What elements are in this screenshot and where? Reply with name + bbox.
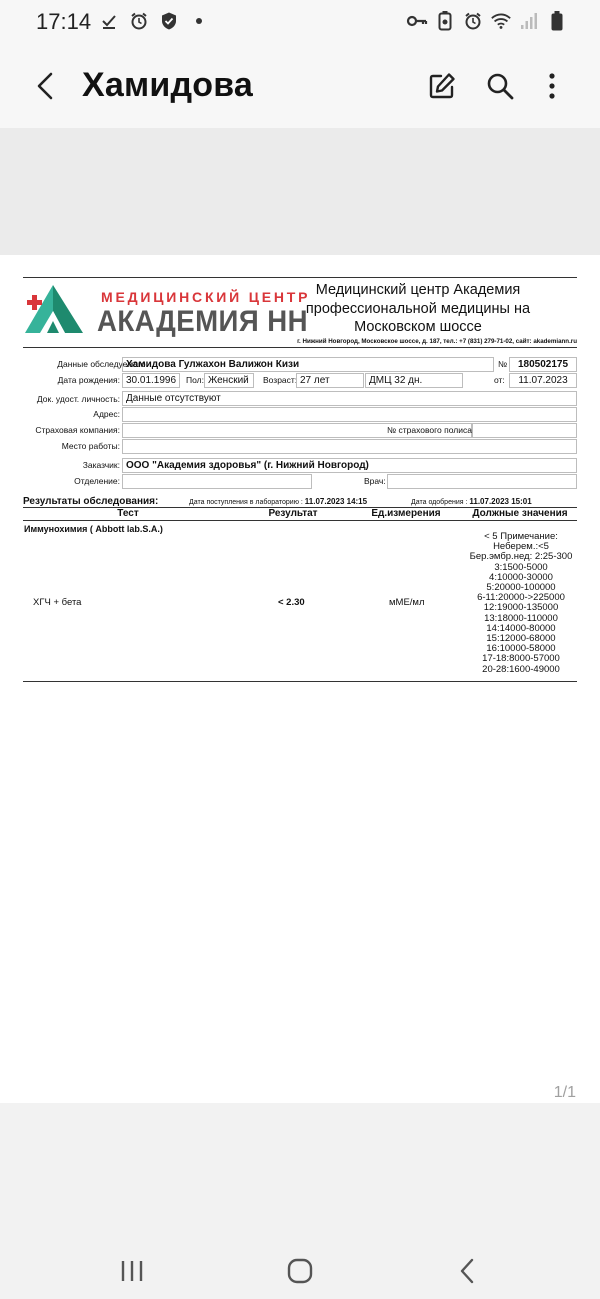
status-right-icons — [406, 10, 568, 32]
org-logo — [25, 281, 311, 338]
results-title: Результаты обследования: — [23, 496, 159, 507]
column-test: Тест — [117, 508, 139, 519]
recent-apps-icon — [119, 1259, 145, 1283]
divider — [23, 277, 577, 278]
approved-value: 11.07.2023 15:01 — [469, 497, 532, 506]
more-options-button[interactable] — [532, 66, 572, 106]
label-from: от: — [494, 375, 505, 385]
patient-cycle: ДМЦ 32 дн. — [365, 373, 463, 388]
label-dob: Дата рождения: — [57, 375, 120, 385]
patient-dob: 30.01.1996 — [122, 373, 180, 388]
reference-line: < 5 Примечание: — [484, 531, 558, 542]
check-icon — [98, 10, 120, 32]
reference-line: 3:1500-5000 — [494, 561, 548, 573]
label-sex: Пол: — [186, 375, 204, 385]
id-doc-value: Данные отсутствуют — [122, 391, 577, 406]
page-counter: 1/1 — [553, 1084, 576, 1101]
page-title: Хамидова — [82, 66, 253, 104]
logo-mark-icon — [25, 281, 95, 337]
department-value — [122, 474, 312, 489]
test-name: ХГЧ + бета — [33, 597, 82, 608]
reference-values — [461, 532, 581, 675]
patient-number: 180502175 — [509, 357, 577, 372]
label-address: Адрес: — [93, 409, 120, 419]
from-date: 11.07.2023 — [509, 373, 577, 388]
search-button[interactable] — [480, 66, 520, 106]
status-time: 17:14 — [36, 9, 92, 34]
divider — [23, 681, 577, 682]
received-label: Дата поступления в лабораторию : — [189, 499, 303, 506]
approved-date — [411, 497, 532, 506]
approved-label: Дата одобрения : — [411, 499, 468, 506]
reference-line: Бер.эмбр.нед: 2:25-300 — [469, 551, 573, 563]
address-value — [122, 407, 577, 422]
reference-line: 16:10000-58000 — [486, 643, 556, 655]
org-address: г. Нижний Новгород, Московское шоссе, д. 187, тел.: +7 (831) 279-71-02, сайт: akademiann.ru — [297, 338, 577, 345]
document-page[interactable] — [0, 255, 600, 1103]
more-icon — [547, 71, 557, 101]
policy-value — [472, 423, 577, 438]
search-icon — [485, 71, 515, 101]
column-unit: Ед.измерения — [371, 508, 441, 519]
battery-icon — [546, 10, 568, 32]
patient-name: Хамидова Гулжахон Валижон Кизи — [122, 357, 494, 372]
alarm-icon — [128, 10, 150, 32]
test-unit: мМЕ/мл — [389, 597, 425, 608]
divider — [23, 520, 577, 521]
label-customer: Заказчик: — [82, 460, 120, 470]
label-work: Место работы: — [61, 441, 120, 451]
dot-icon — [188, 10, 210, 32]
work-value — [122, 439, 577, 454]
org-name: Медицинский центр Академия профессиональной медицины на Московском шоссе — [305, 282, 531, 335]
label-policy: № страхового полиса — [387, 425, 472, 435]
app-bar — [0, 46, 600, 128]
reference-line: 12:19000-135000 — [483, 602, 559, 614]
reference-line: 5:20000-100000 — [486, 582, 556, 594]
doctor-value — [387, 474, 577, 489]
home-icon — [286, 1257, 314, 1285]
alarm-icon — [462, 10, 484, 32]
column-reference: Должные значения — [472, 508, 568, 519]
logo-subtitle: МЕДИЦИНСКИЙ ЦЕНТР — [101, 289, 311, 305]
reference-line: 20-28:1600-49000 — [482, 663, 560, 675]
system-nav-bar — [0, 1103, 600, 1299]
reference-line: 17-18:8000-57000 — [482, 653, 560, 665]
home-button[interactable] — [280, 1251, 320, 1291]
label-doctor: Врач: — [364, 476, 386, 486]
patient-sex: Женский — [204, 373, 254, 388]
logo-name: АКАДЕМИЯ НН — [97, 305, 309, 338]
divider — [23, 347, 577, 348]
customer-value: ООО "Академия здоровья" (г. Нижний Новгород) — [122, 458, 577, 473]
label-number: № — [498, 359, 508, 369]
battery-saver-icon — [434, 10, 456, 32]
label-id-doc: Док. удост. личность: — [36, 394, 120, 404]
reference-line: 13:18000-110000 — [484, 612, 558, 624]
status-bar — [0, 0, 600, 46]
edit-icon — [427, 71, 457, 101]
shield-icon — [158, 10, 180, 32]
reference-line: 4:10000-30000 — [489, 571, 553, 583]
reference-line: 6-11:20000->225000 — [477, 592, 565, 604]
reference-line: 15:12000-68000 — [486, 633, 556, 645]
test-result: < 2.30 — [278, 597, 305, 608]
section-title: Иммунохимия ( Abbott lab.S.A.) — [24, 524, 163, 534]
status-left-icons — [98, 10, 210, 32]
key-icon — [406, 10, 428, 32]
chevron-left-icon — [34, 71, 58, 101]
label-department: Отделение: — [74, 476, 120, 486]
wifi-icon — [490, 10, 512, 32]
viewer-background-top — [0, 128, 600, 255]
back-nav-button[interactable] — [448, 1251, 488, 1291]
back-button[interactable] — [26, 66, 66, 106]
label-insurance: Страховая компания: — [35, 425, 120, 435]
back-icon — [458, 1257, 478, 1285]
column-result: Результат — [268, 508, 318, 519]
signal-icon — [518, 10, 540, 32]
edit-button[interactable] — [422, 66, 462, 106]
reference-line: 14:14000-80000 — [486, 622, 556, 634]
recent-apps-button[interactable] — [112, 1251, 152, 1291]
received-value: 11.07.2023 14:15 — [304, 497, 368, 506]
patient-age: 27 лет — [296, 373, 364, 388]
label-age: Возраст: — [263, 375, 298, 385]
reference-line: Неберем.:<5 — [493, 541, 549, 553]
label-patient: Данные обследуемого: — [57, 359, 148, 369]
received-date — [189, 497, 367, 506]
